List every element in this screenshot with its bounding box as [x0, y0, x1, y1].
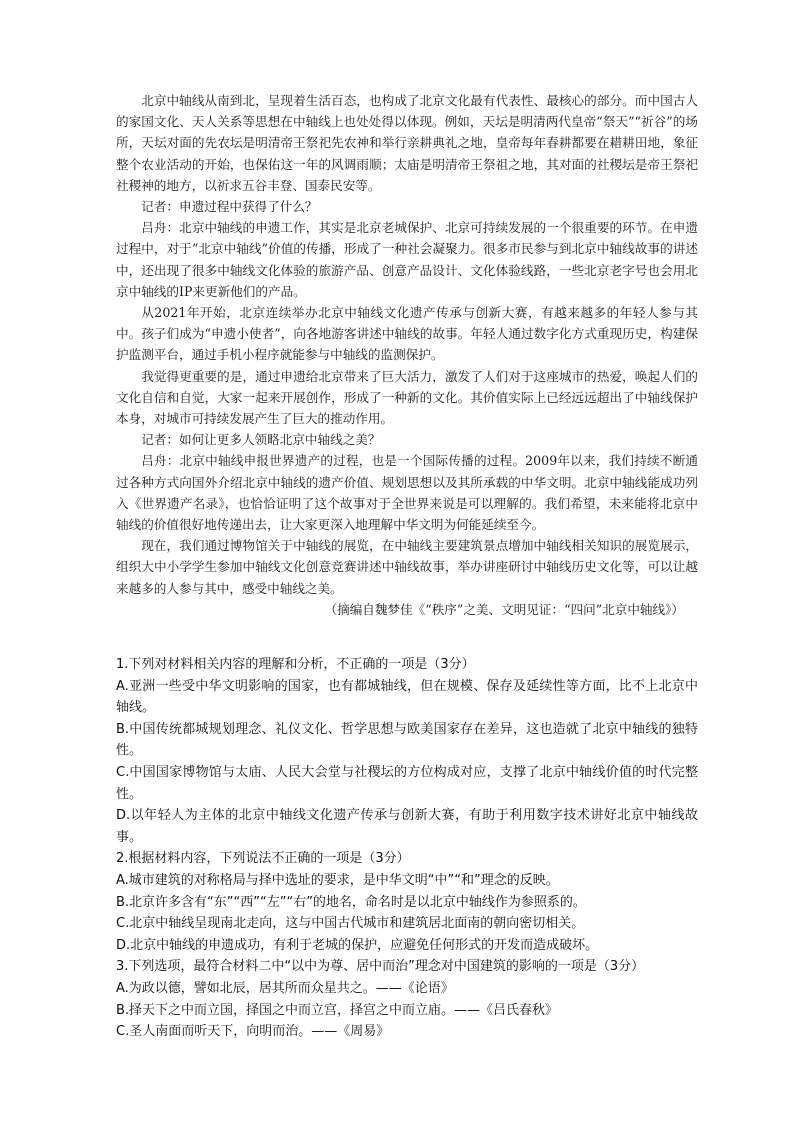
question-1-stem: 1.下列对材料相关内容的理解和分析，不正确的一项是（3分）	[116, 657, 475, 672]
interview-answer-3: 我觉得更重要的是，通过申遗给北京带来了巨大活力，激发了人们对于这座城市的热爱，唤起人们的文化自信和自觉，大家一起来开展创作，形成了一种新的文化。其价值实际上已经远远超出了中轴线保护本身，对城市可持续发展产生了巨大的推动作用。	[116, 368, 698, 427]
question-2-option-d: D.北京中轴线的申遗成功，有利于老城的保护，应避免任何形式的开发而造成破坏。	[116, 937, 599, 953]
reading-passage	[116, 90, 698, 620]
question-1-option-a: A.亚洲一些受中华文明影响的国家，也有都城轴线，但在规模、保存及延续性等方面，比不上北京中轴线。	[116, 678, 698, 716]
question-3-option-c: C.圣人南面而听天下，向明而治。——《周易》	[116, 1024, 390, 1040]
passage-paragraph-intro: 北京中轴线从南到北，呈现着生活百态，也构成了北京文化最有代表性、最核心的部分。而中国古人的家国文化、天人关系等思想在中轴线上也处处得以体现。例如，天坛是明清两代皇帝“祭天”“祈谷”的场所，天坛对面的先农坛是明清帝王祭祀先农神和举行亲耕典礼之地，皇帝每年春耕都要在耤耕田地，象征整个农业活动的开始，也保佑这一年的风调雨顺；太庙是明清帝王祭祖之地，其对面的社稷坛是帝王祭祀社稷神的地方，以祈求五谷丰登、国泰民安等。	[116, 93, 698, 193]
question-1-option-d: D.以年轻人为主体的北京中轴线文化遗产传承与创新大赛，有助于利用数字技术讲好北京中轴线故事。	[116, 808, 698, 845]
reporter-question-1: 记者：申遗过程中获得了什么？	[141, 199, 318, 215]
interview-answer-4: 吕舟：北京中轴线申报世界遗产的过程，也是一个国际传播的过程。2009年以来，我们持续不断通过各种方式向国外介绍北京中轴线的遗产价值、规划思想以及其所承载的中华文明。北京中轴线能成功列入《世界遗产名录》，也恰恰证明了这个故事对于全世界来说是可以理解的。我们希望，未来能将北京中轴线的价值很好地传递出去，让大家更深入地理解中华文明为何能延续至今。	[116, 453, 698, 533]
question-2-stem: 2.根据材料内容，下列说法不正确的一项是（3分）	[116, 851, 410, 867]
interview-answer-5: 现在，我们通过博物馆关于中轴线的展览，在中轴线主要建筑景点增加中轴线相关知识的展览展示，组织大中小学学生参加中轴线文化创意竞赛讲述中轴线故事，举办讲座研讨中轴线历史文化等，可以让越来越多的人参与其中，感受中轴线之美。	[116, 538, 698, 596]
question-3-stem: 3.下列选项，最符合材料二中“以中为尊、居中而治”理念对中国建筑的影响的一项是（3分）	[116, 959, 645, 975]
question-2-option-a: A.城市建筑的对称格局与择中选址的要求，是中华文明“中”“和”理念的反映。	[116, 872, 559, 888]
question-1-option-b: B.中国传统都城规划理念、礼仪文化、哲学思想与欧美国家存在差异，这也造就了北京中轴线的独特性。	[116, 721, 698, 759]
question-section	[116, 654, 698, 1043]
question-2-option-c: C.北京中轴线呈现南北走向，这与中国古代城市和建筑居北面南的朝向密切相关。	[116, 916, 585, 932]
question-1-option-c: C.中国国家博物馆与太庙、人民大会堂与社稷坛的方位构成对应，支撑了北京中轴线价值的时代完整性。	[116, 764, 698, 802]
interview-answer-1: 吕舟：北京中轴线的申遗工作，其实是北京老城保护、北京可持续发展的一个很重要的环节。在申遗过程中，对于“北京中轴线”价值的传播，形成了一种社会凝聚力。很多市民参与到北京中轴线故事的讲述中，还出现了很多中轴线文化体验的旅游产品、创意产品设计、文化体验线路，一些北京老字号也会用北京中轴线的IP来更新他们的产品。	[116, 220, 698, 299]
question-3-option-a: A.为政以德，譬如北辰，居其所而众星共之。——《论语》	[116, 980, 454, 996]
question-3-option-b: B.择天下之中而立国，择国之中而立宫，择宫之中而立庙。——《吕氏春秋》	[116, 1002, 559, 1018]
passage-source-citation: （摘编自魏梦佳《“秩序”之美、文明见证：“四问”北京中轴线》）	[324, 601, 684, 617]
question-2-option-b: B.北京许多含有“东”“西”“左”“右”的地名，命名时是以北京中轴线作为参照系的。	[116, 894, 586, 910]
reporter-question-2: 记者：如何让更多人领略北京中轴线之美？	[141, 432, 381, 448]
interview-answer-2: 从2021年开始，北京连续举办北京中轴线文化遗产传承与创新大赛，有越来越多的年轻人参与其中。孩子们成为“申遗小使者”，向各地游客讲述中轴线的故事。年轻人通过数字化方式重现历史，构建保护监测平台，通过手机小程序就能参与中轴线的监测保护。	[116, 305, 698, 363]
